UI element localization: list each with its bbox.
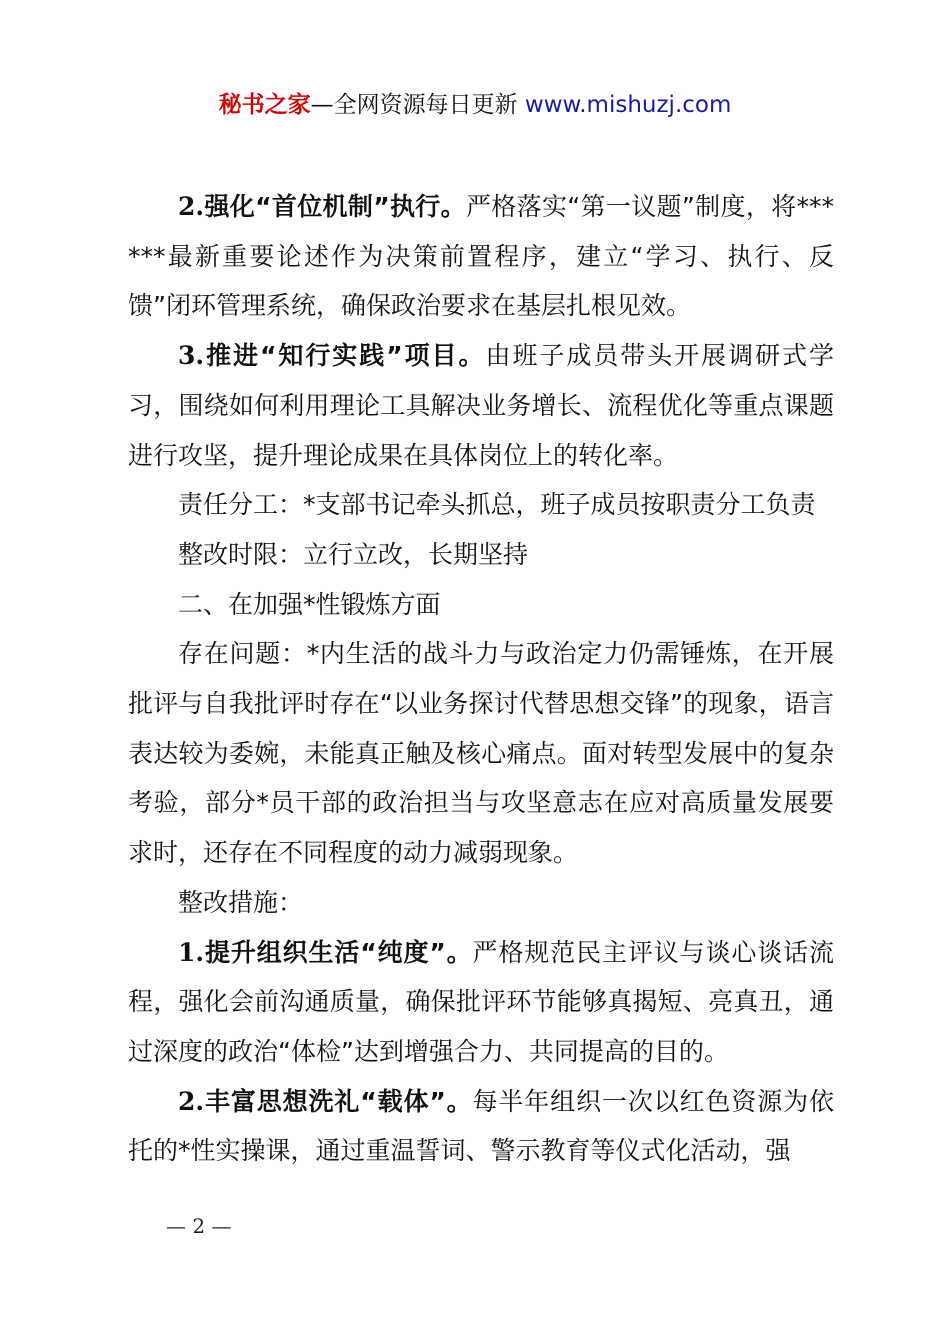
paragraph-measure-1	[128, 928, 834, 1077]
paragraph-measure-3	[128, 331, 834, 480]
paragraph-number: 2.	[178, 192, 205, 221]
paragraph-title: 丰富思想洗礼“载体”。	[204, 1086, 473, 1116]
paragraph-text: 严格规范民主评议与谈心谈话流程，强化会前沟通质量，确保批评环节能够真揭短、亮真丑，通过深度的政治“体检”达到增强合力、共同提高的目的。	[128, 937, 834, 1066]
paragraph-deadline: 整改时限：立行立改，长期坚持	[178, 539, 529, 569]
paragraph-text: 严格落实“第一议题”制度，将******最新重要论述作为决策前置程序，建立“学习、执行、反馈”闭环管理系统，确保政治要求在基层扎根见效。	[128, 192, 834, 321]
document-body	[128, 182, 834, 1176]
header-url[interactable]: www.mishuzj.com	[524, 92, 732, 118]
paragraph-title: 强化“首位机制”执行。	[204, 192, 466, 221]
page-number: — 2 —	[166, 1214, 232, 1238]
paragraph-measure-2	[128, 182, 834, 331]
paragraph-number: 2.	[178, 1086, 205, 1116]
paragraph-title: 推进“知行实践”项目。	[204, 341, 486, 371]
paragraph-number: 1.	[178, 937, 205, 967]
paragraph-responsibility: 责任分工：*支部书记牵头抓总，班子成员按职责分工负责	[178, 490, 816, 520]
paragraph-number: 3.	[178, 341, 205, 371]
page-header	[0, 88, 950, 122]
paragraph-text: 每半年组织一次以红色资源为依托的*性实操课，通过重温誓词、警示教育等仪式化活动，强	[128, 1086, 834, 1166]
paragraph-measures-label: 整改措施：	[178, 887, 304, 917]
paragraph-text: 由班子成员带头开展调研式学习，围绕如何利用理论工具解决业务增长、流程优化等重点课题进行攻坚，提升理论成果在具体岗位上的转化率。	[128, 341, 834, 470]
header-brand: 秘书之家	[218, 92, 311, 118]
paragraph-measure-2b	[128, 1077, 834, 1176]
header-tagline: —全网资源每日更新	[310, 92, 525, 118]
paragraph-problem: 存在问题：*内生活的战斗力与政治定力仍需锤炼，在开展批评与自我批评时存在“以业务探讨代替思想交锋”的现象，语言表达较为委婉，未能真正触及核心痛点。面对转型发展中的复杂考验，部分*员干部的政治担当与攻坚意志在应对高质量发展要求时，还存在不同程度的动力减弱现象。	[128, 639, 834, 868]
paragraph-title: 提升组织生活“纯度”。	[204, 937, 473, 967]
section-heading: 二、在加强*性锻炼方面	[178, 589, 441, 619]
